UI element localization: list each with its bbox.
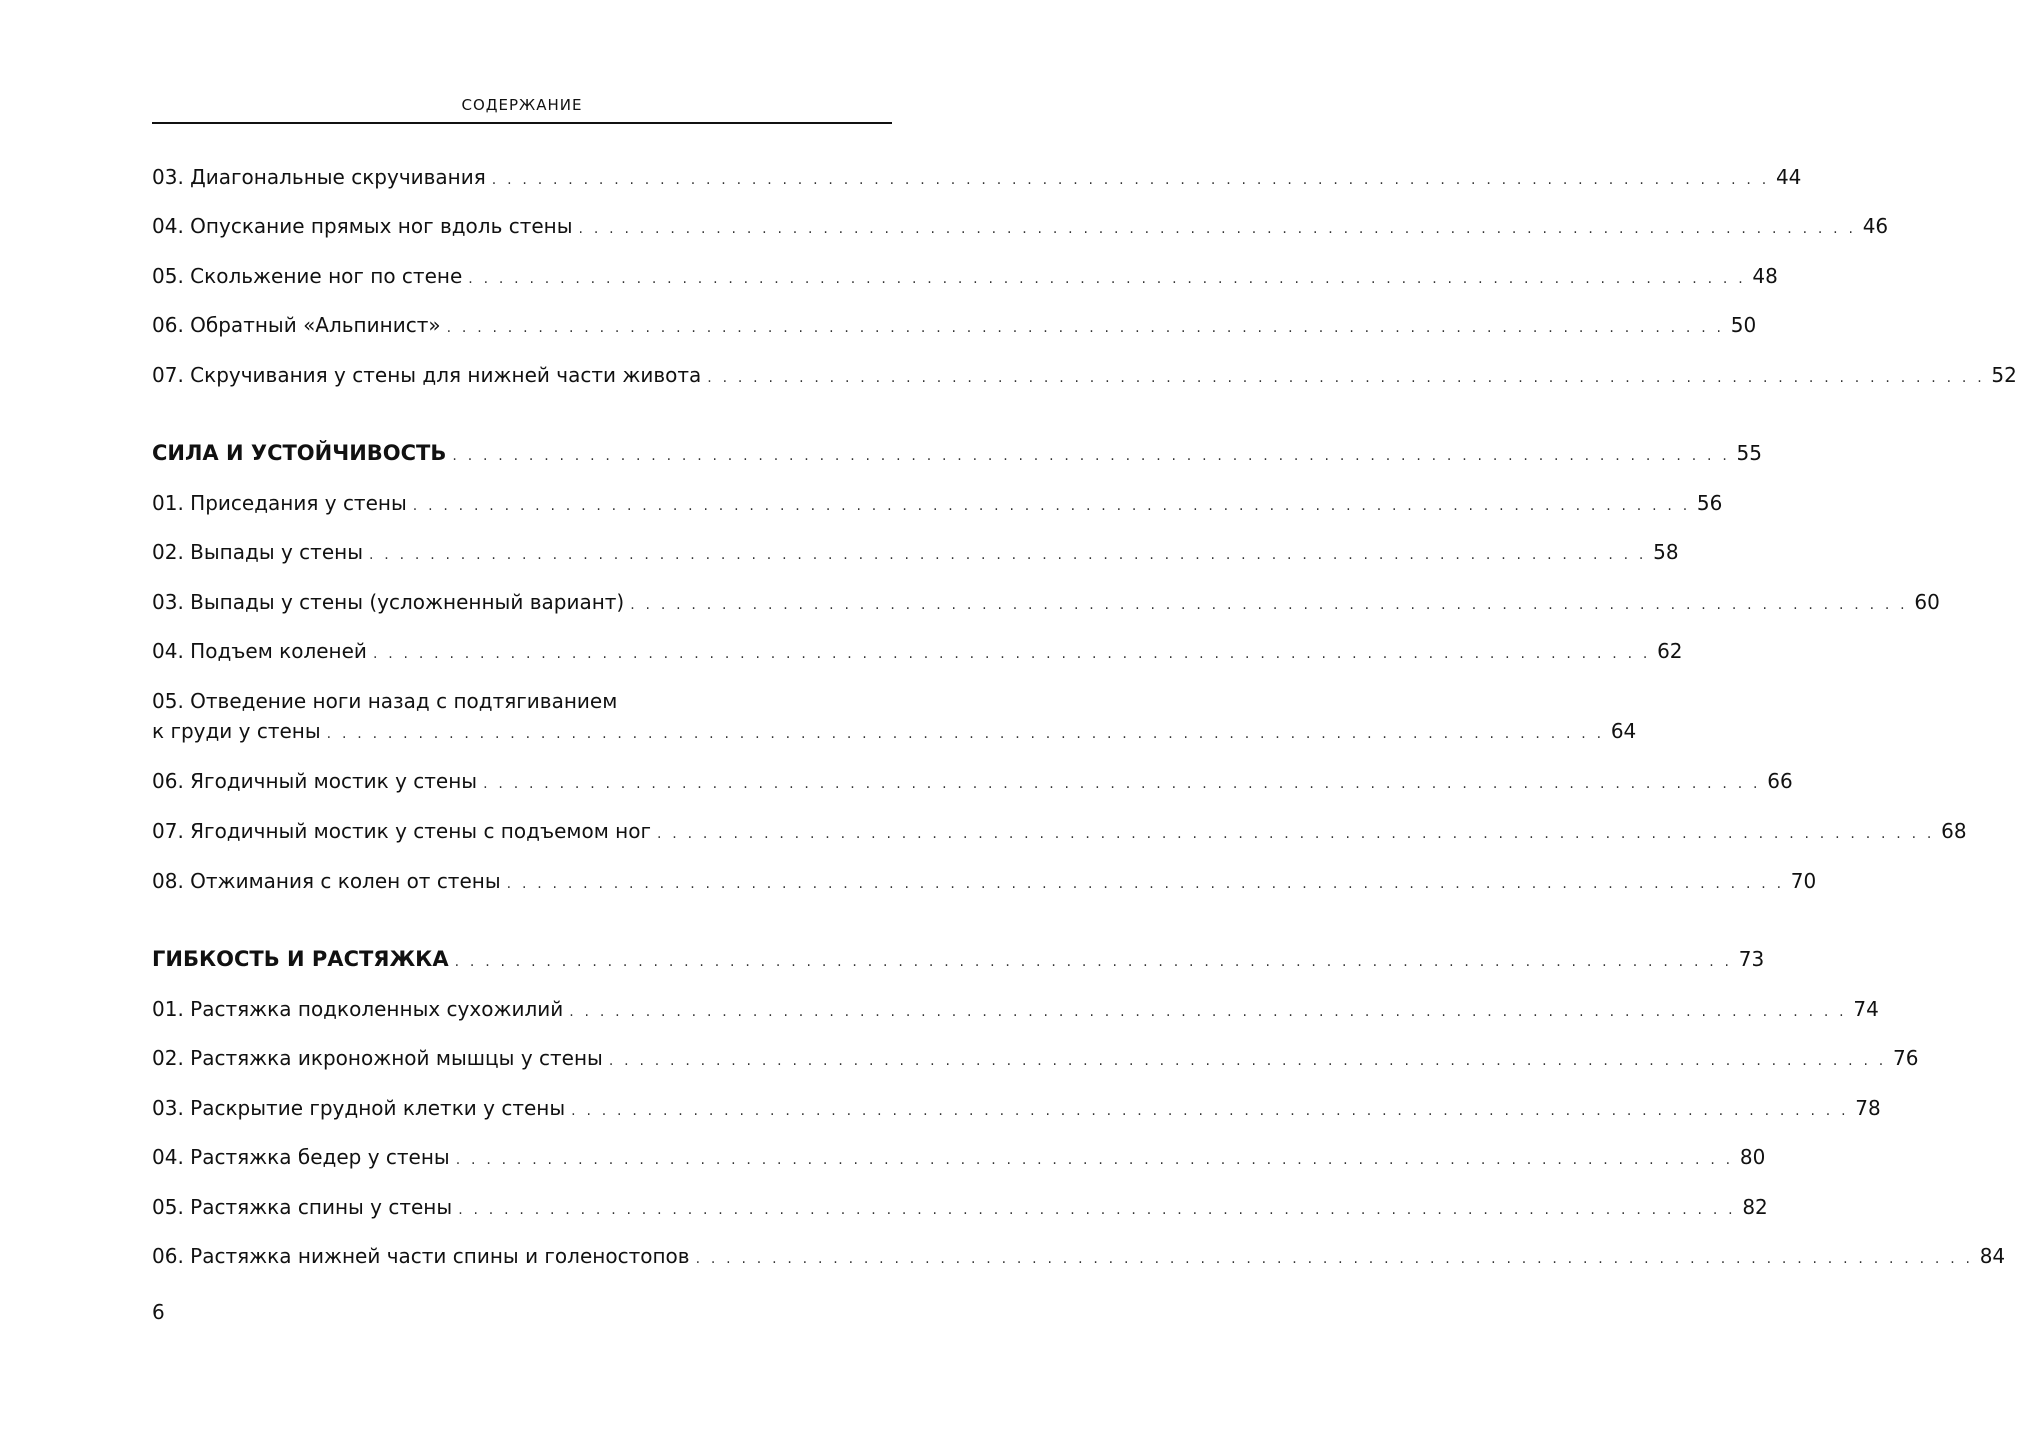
dot-leader: . . . . . . . . . . . . . . . . . . . . . . . . . . . . . . . . . . . . . . . . . . . . . . . . . . . . . . . . . . . . . . . . . . . . . . . . . . . . . . . . . . . .: [491, 172, 1770, 188]
page-number: 6: [152, 1300, 165, 1324]
dot-leader: . . . . . . . . . . . . . . . . . . . . . . . . . . . . . . . . . . . . . . . . . . . . . . . . . . . . . . . . . . . . . . . . . . . . . . . . . . . . . . . . . . . .: [454, 954, 1733, 970]
dot-leader: . . . . . . . . . . . . . . . . . . . . . . . . . . . . . . . . . . . . . . . . . . . . . . . . . . . . . . . . . . . . . . . . . . . . . . . . . . . . . . . . . . . .: [446, 320, 1725, 336]
toc-entry-title: 03. Диагональные скручивания: [152, 165, 486, 189]
toc-entry-page: 74: [1853, 997, 1879, 1021]
dot-leader: . . . . . . . . . . . . . . . . . . . . . . . . . . . . . . . . . . . . . . . . . . . . . . . . . . . . . . . . . . . . . . . . . . . . . . . . . . . . . . . . . . . .: [452, 448, 1730, 464]
dot-leader: . . . . . . . . . . . . . . . . . . . . . . . . . . . . . . . . . . . . . . . . . . . . . . . . . . . . . . . . . . . . . . . . . . . . . . . . . . . . . . . . . . . .: [455, 1152, 1734, 1168]
toc-entry-title: 06. Ягодичный мостик у стены: [152, 769, 478, 793]
toc-section-title: ГИБКОСТЬ И РАСТЯЖКА: [152, 947, 449, 971]
toc-entry-title-line2: к груди у стены: [152, 719, 321, 743]
toc-entry[interactable]: [152, 310, 1757, 340]
toc-entry-title: 02. Выпады у стены: [152, 540, 363, 564]
toc-entry[interactable]: [152, 488, 1723, 518]
toc-entry[interactable]: [152, 162, 1802, 192]
toc-entry-page: 64: [1610, 719, 1637, 743]
dot-leader: . . . . . . . . . . . . . . . . . . . . . . . . . . . . . . . . . . . . . . . . . . . . . . . . . . . . . . . . . . . . . . . . . . . . . . . . . . . . . . . . . . . .: [707, 370, 1985, 386]
toc-entry[interactable]: [152, 211, 1889, 241]
dot-leader: . . . . . . . . . . . . . . . . . . . . . . . . . . . . . . . . . . . . . . . . . . . . . . . . . . . . . . . . . . . . . . . . . . . . . . . . . . . . . . . . . . . .: [458, 1202, 1736, 1218]
toc-entry[interactable]: [152, 766, 1793, 796]
toc-entry-page: 76: [1892, 1046, 1919, 1070]
toc-entry-page: 52: [1991, 363, 2017, 387]
toc-section-title: СИЛА И УСТОЙЧИВОСТЬ: [152, 441, 447, 465]
toc-entry-page: 48: [1752, 264, 1778, 288]
toc-entry[interactable]: [152, 1142, 1766, 1172]
toc-entry-title: 08. Отжимания с колен от стены: [152, 869, 501, 893]
toc-entry-title: 07. Скручивания у стены для нижней части живота: [152, 363, 702, 387]
toc-entry-page: 62: [1657, 639, 1683, 663]
dot-leader: . . . . . . . . . . . . . . . . . . . . . . . . . . . . . . . . . . . . . . . . . . . . . . . . . . . . . . . . . . . . . . . . . . . . . . . . . . . . . . . . . . . .: [372, 646, 1651, 662]
toc-section-entry[interactable]: [152, 438, 1762, 468]
running-head: СОДЕРЖАНИЕ: [461, 96, 583, 114]
toc-entry[interactable]: [152, 636, 1683, 666]
dot-leader: . . . . . . . . . . . . . . . . . . . . . . . . . . . . . . . . . . . . . . . . . . . . . . . . . . . . . . . . . . . . . . . . . . . . . . . . . . . . . . . . . . . .: [326, 726, 1605, 742]
toc-entry[interactable]: [152, 1043, 1919, 1073]
toc-section-entry[interactable]: [152, 944, 1765, 974]
toc-entry-title: 06. Обратный «Альпинист»: [152, 313, 441, 337]
toc-entry-title: 06. Растяжка нижней части спины и голеностопов: [152, 1244, 690, 1268]
toc-entry-page: 46: [1862, 214, 1889, 238]
toc-entry[interactable]: [152, 816, 1967, 846]
toc-entry[interactable]: [152, 866, 1817, 896]
toc-entry-page: 50: [1730, 313, 1757, 337]
toc-entry-page: 73: [1738, 947, 1765, 971]
toc-entry-page: 70: [1790, 869, 1817, 893]
toc-entry-title: 04. Опускание прямых ног вдоль стены: [152, 214, 573, 238]
dot-leader: . . . . . . . . . . . . . . . . . . . . . . . . . . . . . . . . . . . . . . . . . . . . . . . . . . . . . . . . . . . . . . . . . . . . . . . . . . . . . . . . . . . .: [578, 221, 1857, 237]
toc-entry[interactable]: [152, 1093, 1881, 1123]
toc-entry-page: 58: [1653, 540, 1679, 564]
dot-leader: . . . . . . . . . . . . . . . . . . . . . . . . . . . . . . . . . . . . . . . . . . . . . . . . . . . . . . . . . . . . . . . . . . . . . . . . . . . . . . . . . . . .: [483, 776, 1761, 792]
toc-entry-title: 05. Растяжка спины у стены: [152, 1195, 453, 1219]
toc-entry-page: 55: [1736, 441, 1762, 465]
toc-entry-page: 82: [1742, 1195, 1768, 1219]
toc-entry[interactable]: [152, 686, 1637, 746]
toc-entry-title: 05. Скольжение ног по стене: [152, 264, 463, 288]
toc-entry-page: 56: [1696, 491, 1723, 515]
toc-entry[interactable]: [152, 587, 1940, 617]
toc-entry[interactable]: [152, 1192, 1768, 1222]
toc-entry-page: 44: [1775, 165, 1802, 189]
dot-leader: . . . . . . . . . . . . . . . . . . . . . . . . . . . . . . . . . . . . . . . . . . . . . . . . . . . . . . . . . . . . . . . . . . . . . . . . . . . . . . . . . . . .: [468, 271, 1746, 287]
toc-entry-page: 66: [1767, 769, 1793, 793]
toc-entry-title: 04. Подъем коленей: [152, 639, 367, 663]
toc-entry-title: 04. Растяжка бедер у стены: [152, 1145, 450, 1169]
dot-leader: . . . . . . . . . . . . . . . . . . . . . . . . . . . . . . . . . . . . . . . . . . . . . . . . . . . . . . . . . . . . . . . . . . . . . . . . . . . . . . . . . . . .: [608, 1053, 1887, 1069]
toc-entry-page: 68: [1941, 819, 1967, 843]
dot-leader: . . . . . . . . . . . . . . . . . . . . . . . . . . . . . . . . . . . . . . . . . . . . . . . . . . . . . . . . . . . . . . . . . . . . . . . . . . . . . . . . . . . .: [656, 826, 1935, 842]
dot-leader: . . . . . . . . . . . . . . . . . . . . . . . . . . . . . . . . . . . . . . . . . . . . . . . . . . . . . . . . . . . . . . . . . . . . . . . . . . . . . . . . . . . .: [569, 1004, 1847, 1020]
toc-entry-title: 01. Приседания у стены: [152, 491, 407, 515]
dot-leader: . . . . . . . . . . . . . . . . . . . . . . . . . . . . . . . . . . . . . . . . . . . . . . . . . . . . . . . . . . . . . . . . . . . . . . . . . . . . . . . . . . . .: [695, 1251, 1974, 1267]
dot-leader: . . . . . . . . . . . . . . . . . . . . . . . . . . . . . . . . . . . . . . . . . . . . . . . . . . . . . . . . . . . . . . . . . . . . . . . . . . . . . . . . . . . .: [506, 876, 1785, 892]
toc-entry-title: 01. Растяжка подколенных сухожилий: [152, 997, 564, 1021]
toc-entry-title: 02. Растяжка икроножной мышцы у стены: [152, 1046, 603, 1070]
toc-entry[interactable]: [152, 360, 2017, 390]
toc-entry-title: 03. Раскрытие грудной клетки у стены: [152, 1096, 566, 1120]
dot-leader: . . . . . . . . . . . . . . . . . . . . . . . . . . . . . . . . . . . . . . . . . . . . . . . . . . . . . . . . . . . . . . . . . . . . . . . . . . . . . . . . . . . .: [412, 498, 1691, 514]
toc-entry[interactable]: [152, 1241, 2006, 1271]
toc-entry[interactable]: [152, 261, 1778, 291]
toc-entry-page: 80: [1739, 1145, 1766, 1169]
header-rule: [152, 122, 892, 124]
toc-entry[interactable]: [152, 994, 1879, 1024]
dot-leader: . . . . . . . . . . . . . . . . . . . . . . . . . . . . . . . . . . . . . . . . . . . . . . . . . . . . . . . . . . . . . . . . . . . . . . . . . . . . . . . . . . . .: [571, 1103, 1849, 1119]
toc-entry-title: 07. Ягодичный мостик у стены с подъемом ног: [152, 819, 651, 843]
toc-entry-page: 60: [1914, 590, 1940, 614]
dot-leader: . . . . . . . . . . . . . . . . . . . . . . . . . . . . . . . . . . . . . . . . . . . . . . . . . . . . . . . . . . . . . . . . . . . . . . . . . . . . . . . . . . . .: [630, 597, 1908, 613]
toc-entry-title: 03. Выпады у стены (усложненный вариант): [152, 590, 625, 614]
toc-entry-page: 84: [1979, 1244, 2006, 1268]
toc-entry-title-line1: 05. Отведение ноги назад с подтягиванием: [152, 689, 618, 713]
toc-entry-page: 78: [1855, 1096, 1881, 1120]
toc-entry[interactable]: [152, 537, 1679, 567]
dot-leader: . . . . . . . . . . . . . . . . . . . . . . . . . . . . . . . . . . . . . . . . . . . . . . . . . . . . . . . . . . . . . . . . . . . . . . . . . . . . . . . . . . . .: [369, 547, 1647, 563]
